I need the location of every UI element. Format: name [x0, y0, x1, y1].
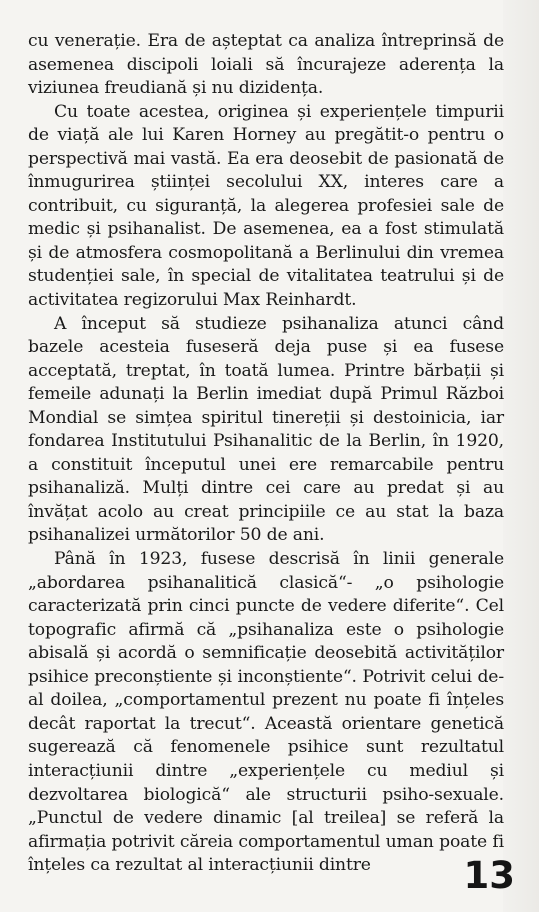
paragraph-berlin-institute: A început să studieze psihanaliza atunci când bazele acesteia fuseseră deja puse și ea fusese acceptată, treptat, în toată lumea. Printre bărbații și femeile adunați la Berlin imediat după Primul Război Mondial se simțea spiritul tinereții și destoinicia, iar fondarea Institutului Psihanalitic de la Berlin, în 1920, a constituit începutul unei ere remarcabile pentru psihanaliză. Mulți dintre cei care au predat și au învățat acolo au creat principiile ce au stat la baza psihanalizei următorilor 50 de ani.	[28, 313, 504, 546]
paragraph-continuation: cu venerație. Era de așteptat ca analiza întreprinsă de asemenea discipoli loiali să încurajeze aderența la viziunea freudiană și nu dizidența.	[28, 31, 504, 99]
paragraph-horney-origins: Cu toate acestea, originea și experiențele timpurii de viață ale lui Karen Horney au pregătit-o pentru o perspectivă mai vastă. Ea era deosebit de pasionată de înmugurirea științei secolului XX, interes care a contribuit, cu siguranță, la alegerea profesiei sale de medic și psihanalist. De asemenea, ea a fost stimulată și de atmosfera cosmopolitană a Berlinului din vremea studenției sale, în special de vitalitatea teatrului și de activitatea regizorului Max Reinhardt.	[28, 101, 504, 311]
page-edge-shadow	[503, 0, 539, 912]
body-text	[28, 30, 504, 878]
page-number: 13	[463, 854, 515, 897]
paragraph-classical-approach: Până în 1923, fusese descrisă în linii generale „abordarea psihanalitică clasică“- „o psihologie caracterizată prin cinci puncte de vedere diferite“. Cel topografic afirmă că „psihanaliza este o psihologie abisală și acordă o semnificație deosebită activităților psihice preconștiente și inconștiente“. Potrivit celui de-al doilea, „comportamentul prezent nu poate fi înțeles decât raportat la trecut“. Această orientare genetică sugerează că fenomenele psihice sunt rezultatul interacțiunii dintre „experiențele cu mediul și dezvoltarea biologică“ ale structurii psiho-sexuale. „Punctul de vedere dinamic [al treilea] se referă la afirmația potrivit căreia comportamentul uman poate fi înțeles ca rezultat al interacțiunii dintre	[28, 549, 504, 876]
